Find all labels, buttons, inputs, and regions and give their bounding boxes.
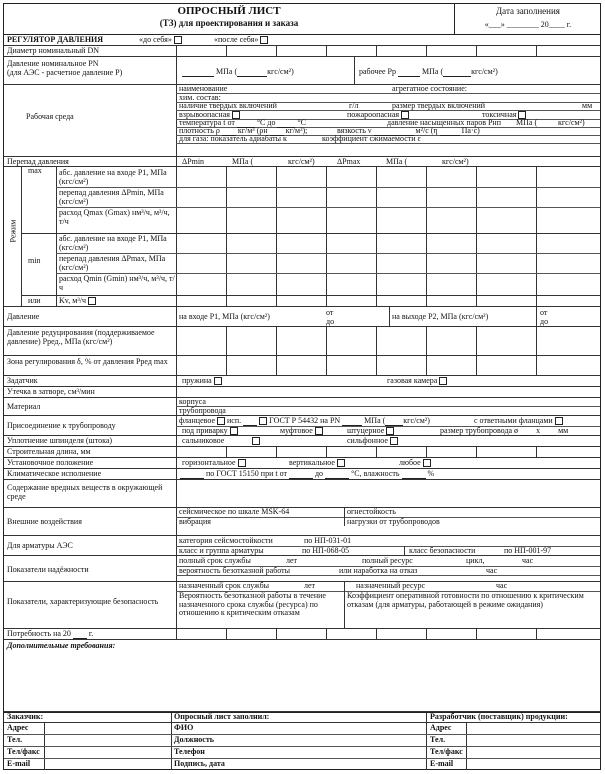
- developer-address: Адрес: [430, 723, 452, 732]
- external-fire: огнестойкость: [347, 507, 396, 516]
- npp-safety: класс безопасности: [409, 546, 476, 555]
- pn-mpa-unit: МПа (: [216, 67, 238, 76]
- medium-name: наименование: [179, 84, 228, 93]
- safety-years: лет: [304, 581, 316, 590]
- dn-label: Диаметр номинальный DN: [7, 46, 100, 55]
- drop-label: Перепад давления: [7, 157, 69, 166]
- medium-gas: для газа: показатель адиабаты к: [179, 134, 287, 143]
- demand-year-field[interactable]: [73, 631, 87, 639]
- seal-row: [4, 436, 600, 447]
- reliability-hours2: час: [486, 566, 498, 575]
- mode-max: max: [28, 166, 42, 175]
- date-field[interactable]: «___» ________ 20____ г.: [484, 20, 572, 29]
- leak-label: Утечка в затворе, см³/мин: [7, 387, 95, 396]
- seal-gland: сальниковое: [182, 436, 225, 445]
- flange-checkbox[interactable]: [217, 417, 225, 425]
- visc-eta-field[interactable]: [440, 128, 460, 136]
- gost-pn-field[interactable]: [342, 418, 362, 426]
- mode-max-dp: перепад давления ΔPmin, МПа (кгс/см²): [59, 188, 164, 206]
- safety-row: [4, 582, 600, 629]
- install-horizontal: горизонтальное: [182, 458, 236, 467]
- drop-kgs: кгс/см²): [288, 157, 315, 166]
- medium-gl: г/л: [349, 101, 359, 110]
- pn-label-npp: (для АЭС - расчетное давление P): [7, 68, 123, 77]
- customer-email: E-mail: [7, 759, 31, 768]
- install-label: Установочное положение: [7, 458, 94, 467]
- pressure-inlet: на входе P1, МПа (кгс/см²): [179, 312, 270, 321]
- climate-gost: по ГОСТ 15150 при t от: [206, 469, 287, 478]
- regulator-opt1-checkbox[interactable]: [174, 36, 182, 44]
- gas-chamber-checkbox[interactable]: [439, 377, 447, 385]
- reliability-label: Показатели надёжности: [7, 565, 89, 574]
- fitting-checkbox[interactable]: [386, 427, 394, 435]
- npp-row: [4, 536, 600, 556]
- harmful-label: Содержание вредных веществ в окружающей среде: [7, 483, 163, 501]
- footer-developer: Разработчик (поставщик) продукции:: [430, 712, 568, 721]
- pressure-outlet: на выходе P2, МПа (кгс/см²): [392, 312, 489, 321]
- external-seismic: сейсмическое по шкале MSK-64: [179, 507, 290, 516]
- medium-temp-c: °С: [297, 118, 306, 127]
- drop-mpa2: МПа (: [386, 157, 408, 166]
- footer: [4, 712, 600, 770]
- pressure-from: от: [326, 308, 334, 317]
- material-pipe: трубопровода: [179, 406, 226, 415]
- regulator-row: [4, 34, 600, 46]
- filled-sign: Подпись, дата: [174, 759, 225, 768]
- weld-checkbox[interactable]: [230, 427, 238, 435]
- mode-min: min: [28, 256, 41, 265]
- pipe-s-field[interactable]: [542, 428, 556, 436]
- drop-dpmax: ΔPmax: [337, 157, 361, 166]
- connection-gost: ГОСТ Р 54432 на PN: [269, 416, 341, 425]
- customer-fax: Тел/факс: [7, 747, 40, 756]
- climate-class-field[interactable]: [180, 471, 204, 479]
- pn-row: [4, 57, 600, 85]
- gost-checkbox[interactable]: [259, 417, 267, 425]
- safety-hours: час: [496, 581, 508, 590]
- demand-label: Потребность на 20: [7, 629, 71, 638]
- pn-mpa-field[interactable]: [182, 69, 214, 77]
- external-row: [4, 508, 600, 536]
- mode-label: Режим: [8, 219, 18, 243]
- climate-hum: °С, влажность: [351, 469, 400, 478]
- medium-mm: мм: [582, 101, 593, 110]
- filled-telephone: Телефон: [174, 747, 205, 756]
- medium-density-u2: кг/м³);: [285, 126, 308, 135]
- reliability-prob: вероятность безотказной работы: [179, 566, 291, 575]
- mode-min-dp: перепад давления ΔPmax, МПа (кгс/см²): [59, 254, 166, 272]
- setter-label: Задатчик: [7, 376, 38, 385]
- install-vertical: вертикальное: [289, 458, 335, 467]
- demand-year: г.: [88, 629, 94, 638]
- connection-label: Присоединение к трубопроводу: [7, 421, 116, 430]
- medium-particle: размер твердых включений: [392, 101, 486, 110]
- pressure-to: до: [326, 317, 335, 326]
- counter-flange-checkbox[interactable]: [555, 417, 563, 425]
- developer-phone: Тел.: [430, 735, 446, 744]
- safety-assigned-res: назначенный ресурс: [356, 581, 426, 590]
- questionnaire-form: [3, 3, 601, 770]
- mode-min-p1: абс. давление на входе P1, МПа (кгс/см²): [59, 234, 167, 252]
- mode-kv: Kv, м³/ч: [59, 296, 86, 305]
- bellows-checkbox[interactable]: [390, 437, 398, 445]
- horizontal-checkbox[interactable]: [238, 459, 246, 467]
- connection-isp: исп.: [227, 416, 242, 425]
- drop-mpa: МПа (: [232, 157, 254, 166]
- setter-row: [4, 376, 600, 387]
- connection-row: [4, 416, 600, 436]
- reliability-resource: полный ресурс: [362, 556, 413, 565]
- medium-density-u: кг/м³ (ρн: [237, 126, 268, 135]
- medium-solids: наличие твердых включений: [179, 101, 277, 110]
- medium-density: плотность ρ: [179, 126, 220, 135]
- pressure-label: Давление: [7, 312, 40, 321]
- climate-tto-field[interactable]: [325, 471, 349, 479]
- connection-mm: мм: [558, 426, 569, 435]
- customer-address: Адрес: [7, 723, 29, 732]
- drop-kgs2: кгс/см²): [442, 157, 469, 166]
- reliability-full: полный срок службы: [179, 556, 251, 565]
- regulator-opt2-checkbox[interactable]: [260, 36, 268, 44]
- leak-row: [4, 387, 600, 398]
- additional-label: Дополнительные требования:: [7, 641, 116, 650]
- npp-np031: по НП-031-01: [304, 536, 352, 545]
- gost-kgs-field[interactable]: [385, 418, 403, 426]
- medium-comp: коэффициент сжимаемости ε: [322, 134, 421, 143]
- climate-pct: %: [427, 469, 435, 478]
- length-label: Строительная длина, мм: [7, 447, 91, 456]
- medium-chem: хим. состав:: [179, 93, 221, 102]
- regulator-opt1: «до себя»: [139, 35, 172, 44]
- medium-label: Рабочая среда: [26, 112, 74, 121]
- mode-max-p1: абс. давление на входе P1, МПа (кгс/см²): [59, 168, 167, 186]
- medium-fire: пожароопасная: [347, 110, 400, 119]
- additional-row: [4, 640, 600, 712]
- external-label: Внешние воздействия: [7, 517, 82, 526]
- medium-visc-u2: Па·с): [461, 126, 480, 135]
- filled-position: Должность: [174, 735, 215, 744]
- customer-phone: Тел.: [7, 735, 23, 744]
- medium-toxic: токсичная: [482, 110, 517, 119]
- mode-max-q: расход Qmax (Gmax) нм³/ч, м³/ч, т/ч: [59, 208, 170, 226]
- reliability-mtbf: или наработка на отказ: [339, 566, 418, 575]
- install-any: любое: [399, 458, 421, 467]
- mode-min-q: расход Qmin (Gmin) нм³/ч, м³/ч, т/ч: [59, 274, 175, 292]
- vertical-checkbox[interactable]: [337, 459, 345, 467]
- drop-row: [4, 157, 600, 167]
- harmful-row: [4, 480, 600, 508]
- climate-tfrom-field[interactable]: [289, 471, 313, 479]
- filled-fio: ФИО: [174, 723, 194, 732]
- developer-email: E-mail: [430, 759, 454, 768]
- connection-pipesize: размер трубопровода ø: [440, 426, 519, 435]
- gland-checkbox[interactable]: [252, 437, 260, 445]
- pn-work-kgs-field[interactable]: [443, 69, 471, 77]
- date-box: [454, 4, 601, 34]
- medium-agg: агрегатное состояние:: [392, 84, 467, 93]
- setter-gas: газовая камера: [387, 376, 438, 385]
- zone-row: [4, 356, 600, 376]
- pressure-row: [4, 307, 600, 327]
- medium-vapor-mpa: МПа (: [516, 118, 538, 127]
- coupling-checkbox[interactable]: [315, 427, 323, 435]
- medium-viscosity: вязкость ν: [337, 126, 372, 135]
- seal-label: Уплотнение шпинделя (штока): [7, 436, 113, 445]
- safety-prob-text: Вероятность безотказной работы в течение назначенного срока службы (ресурса) по отношению к критическим отказам: [179, 591, 326, 617]
- medium-explosive: взрывоопасная: [179, 110, 230, 119]
- demand-row: [4, 629, 600, 640]
- connection-kgs: кгс/см²): [403, 416, 430, 425]
- humidity-field[interactable]: [402, 471, 426, 479]
- npp-class: класс и группа арматуры: [179, 546, 264, 555]
- connection-weld: под приварку: [182, 426, 228, 435]
- connection-counter: с ответными фланцами: [474, 416, 553, 425]
- dn-row: [4, 46, 600, 57]
- pn-kgs-field[interactable]: [237, 69, 267, 77]
- connection-x: х: [536, 426, 541, 435]
- pn-work-mpa-unit: МПа (: [422, 67, 444, 76]
- medium-vapor: давление насыщенных паров Pнп: [387, 118, 501, 127]
- material-label: Материал: [7, 402, 41, 411]
- medium-visc-u: м²/с (η: [415, 126, 438, 135]
- form-title: ОПРОСНЫЙ ЛИСТ: [177, 5, 281, 17]
- regulator-opt2: «после себя»: [214, 35, 259, 44]
- connection-mpa: МПа (: [364, 416, 386, 425]
- spring-checkbox[interactable]: [214, 377, 222, 385]
- zone-label: Зона регулирования δ, % от давления Pред max: [7, 357, 168, 366]
- pn-label: Давление номинальное PN: [7, 59, 99, 68]
- drop-dpmin: ΔPmin: [182, 157, 205, 166]
- climate-to: до: [314, 469, 324, 478]
- pn-work-kgs-unit: кгс/см²): [471, 67, 498, 76]
- length-row: [4, 447, 600, 458]
- reliability-hours: час: [522, 556, 534, 565]
- mode-block: [4, 167, 600, 307]
- safety-assigned: назначенный срок службы: [179, 581, 270, 590]
- external-loads: нагрузки от трубопроводов: [347, 517, 440, 526]
- footer-filled: Опросный лист заполнил:: [174, 712, 270, 721]
- reduction-row: [4, 327, 600, 356]
- install-row: [4, 458, 600, 469]
- pressure-from2: от: [540, 308, 548, 317]
- connection-coupling: муфтовое: [280, 426, 313, 435]
- material-body: корпуса: [179, 397, 206, 406]
- form-header: [4, 4, 600, 35]
- medium-vapor-kgs: кгс/см²): [558, 118, 585, 127]
- pn-kgs-unit: кгс/см²): [267, 67, 294, 76]
- date-label: Дата заполнения: [496, 6, 560, 16]
- connection-flange: фланцевое: [179, 416, 216, 425]
- npp-np068: по НП-068-05: [302, 546, 350, 555]
- npp-np001: по НП-001-97: [504, 546, 552, 555]
- reliability-row: [4, 556, 600, 582]
- kv-checkbox[interactable]: [88, 297, 96, 305]
- footer-customer: Заказчик:: [7, 712, 44, 721]
- any-checkbox[interactable]: [423, 459, 431, 467]
- regulator-label: РЕГУЛЯТОР ДАВЛЕНИЯ: [7, 35, 104, 44]
- pn-work-mpa-field[interactable]: [398, 69, 420, 77]
- additional-text-area[interactable]: [7, 652, 597, 708]
- pn-work-label: рабочее Pр: [359, 67, 396, 76]
- connection-fitting: штуцерное: [347, 426, 385, 435]
- material-row: [4, 398, 600, 416]
- mode-or: или: [28, 296, 41, 305]
- safety-label: Показатели, характеризующие безопасность: [7, 597, 159, 606]
- seal-bellows: сильфонное: [347, 436, 388, 445]
- external-vibration: вибрация: [179, 517, 211, 526]
- climate-row: [4, 469, 600, 480]
- medium-temp-to: °С до: [256, 118, 276, 127]
- reliability-years: лет: [286, 556, 298, 565]
- npp-label: Для арматуры АЭС: [7, 541, 73, 550]
- setter-spring: пружина: [182, 376, 212, 385]
- form-subtitle: (ТЗ) для проектирования и заказа: [159, 18, 299, 28]
- developer-fax: Тел/факс: [430, 747, 463, 756]
- medium-temp: температура t от: [179, 118, 235, 127]
- npp-cat: категория сейсмостойкости: [179, 536, 273, 545]
- isp-field[interactable]: [243, 418, 257, 426]
- reduction-label: Давление редуцирования (поддерживаемое давление) Pред., МПа (кгс/см²): [7, 328, 155, 346]
- pipe-d-field[interactable]: [520, 428, 534, 436]
- pressure-to2: до: [540, 317, 549, 326]
- safety-coef-text: Коэффициент оперативной готовности по отношению к критическим отказам (для арматуры, работающей в режиме ожидания): [347, 591, 584, 609]
- climate-label: Климатическое исполнение: [7, 469, 102, 478]
- reliability-cycles: цикл,: [466, 556, 485, 565]
- medium-row: [4, 85, 600, 157]
